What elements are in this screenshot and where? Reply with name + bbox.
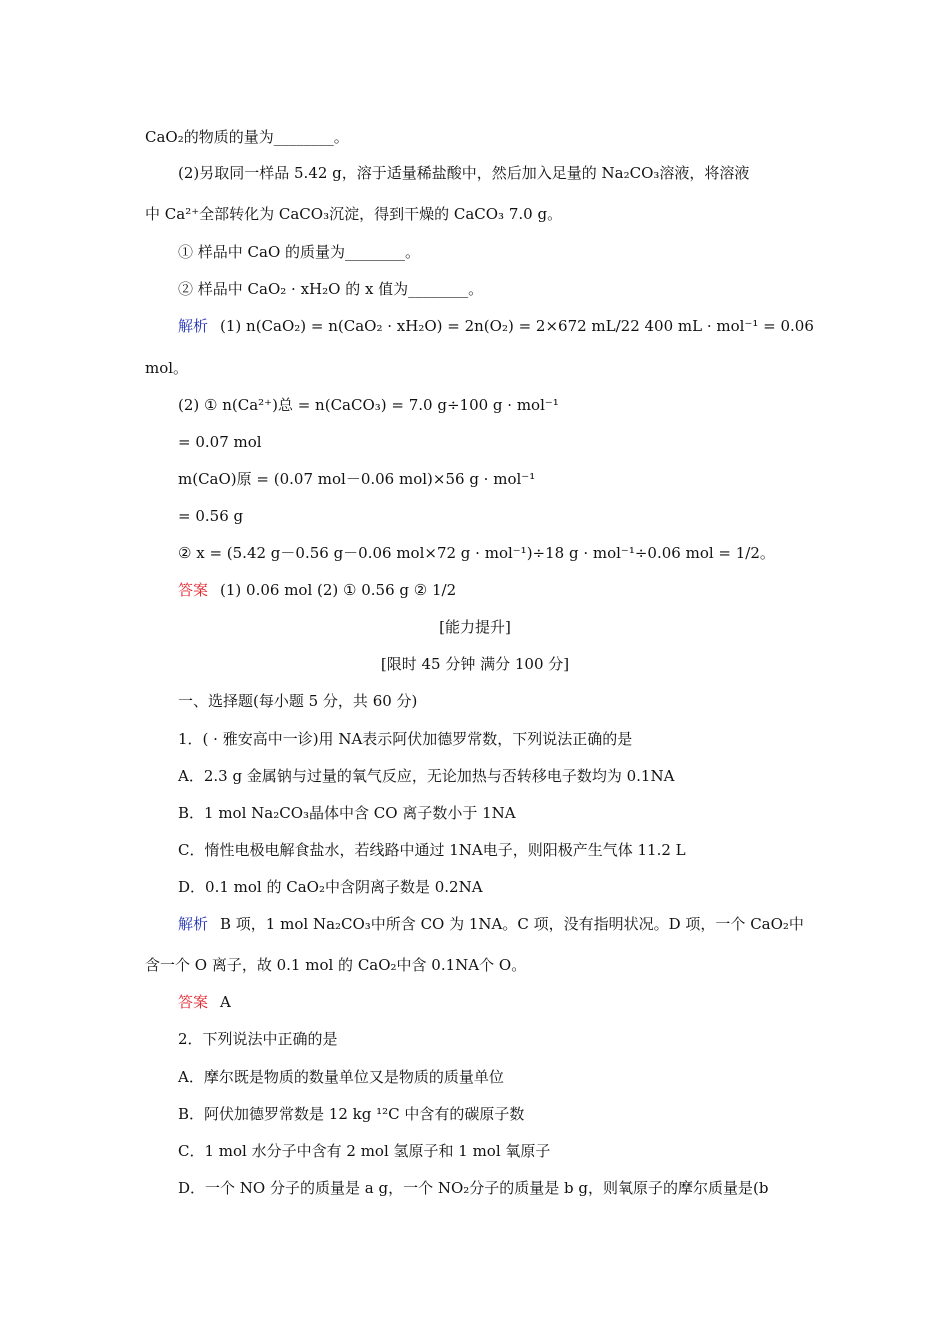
solution-line: [178, 914, 830, 934]
solution-text: B 项，1 mol Na₂CO₃中所含 CO 为 1NA。C 项，没有指明状况。D 项，一个 CaO₂中: [220, 915, 804, 933]
question-2: 2．下列说法中正确的是: [178, 1030, 338, 1048]
text-line: ② x = (5.42 g－0.56 g－0.06 mol×72 g · mol⁻¹)÷18 g · mol⁻¹÷0.06 mol = 1/2。: [178, 544, 775, 562]
text-line: 中 Ca²⁺全部转化为 CaCO₃沉淀，得到干燥的 CaCO₃ 7.0 g。: [145, 205, 563, 223]
option-c: C．1 mol 水分子中含有 2 mol 氢原子和 1 mol 氧原子: [178, 1142, 551, 1160]
answer-line: [178, 580, 830, 600]
option-d: D．一个 NO 分子的质量是 a g，一个 NO₂分子的质量是 b g，则氧原子的摩尔质量是(b: [178, 1179, 769, 1197]
text-line: mol。: [145, 359, 189, 377]
time-limit: [限时 45 分钟 满分 100 分]: [380, 655, 570, 673]
text-line: (2) ① n(Ca²⁺)总 = n(CaCO₃) = 7.0 g÷100 g · mol⁻¹: [178, 396, 559, 414]
option-b: B．阿伏加德罗常数是 12 kg ¹²C 中含有的碳原子数: [178, 1105, 525, 1123]
daan-label: 答案: [178, 581, 209, 599]
text-line: 一、选择题(每小题 5 分，共 60 分): [178, 692, 418, 710]
text-line: 含一个 O 离子，故 0.1 mol 的 CaO₂中含 0.1NA个 O。: [145, 956, 527, 974]
answer-text: A: [220, 993, 231, 1011]
jiexi-label: 解析: [178, 915, 209, 933]
question-1: 1．( · 雅安高中一诊)用 NA表示阿伏加德罗常数，下列说法正确的是: [178, 730, 633, 748]
text-line: ② 样品中 CaO₂ · xH₂O 的 x 值为________。: [178, 280, 484, 298]
text-line: = 0.56 g: [178, 507, 244, 525]
option-a: A．摩尔既是物质的数量单位又是物质的质量单位: [178, 1068, 504, 1086]
text-line: m(CaO)原 = (0.07 mol－0.06 mol)×56 g · mol⁻¹: [178, 470, 536, 488]
option-a: A．2.3 g 金属钠与过量的氧气反应，无论加热与否转移电子数均为 0.1NA: [178, 767, 675, 785]
jiexi-label: 解析: [178, 317, 209, 335]
solution-text: (1) n(CaO₂) = n(CaO₂ · xH₂O) = 2n(O₂) = 2×672 mL/22 400 mL · mol⁻¹ = 0.06: [220, 317, 814, 335]
solution-line: [178, 316, 830, 336]
text-line: ① 样品中 CaO 的质量为________。: [178, 243, 421, 261]
section-heading: [能力提升]: [439, 618, 511, 636]
option-d: D．0.1 mol 的 CaO₂中含阴离子数是 0.2NA: [178, 878, 483, 896]
text-line: (2)另取同一样品 5.42 g，溶于适量稀盐酸中，然后加入足量的 Na₂CO₃溶液，将溶液: [178, 164, 750, 182]
text-line: CaO₂的物质的量为________。: [145, 128, 349, 146]
answer-line: [178, 992, 830, 1012]
daan-label: 答案: [178, 993, 209, 1011]
option-b: B．1 mol Na₂CO₃晶体中含 CO 离子数小于 1NA: [178, 804, 516, 822]
text-line: = 0.07 mol: [178, 433, 262, 451]
option-c: C．惰性电极电解食盐水，若线路中通过 1NA电子，则阳极产生气体 11.2 L: [178, 841, 686, 859]
answer-text: (1) 0.06 mol (2) ① 0.56 g ② 1/2: [220, 581, 457, 599]
